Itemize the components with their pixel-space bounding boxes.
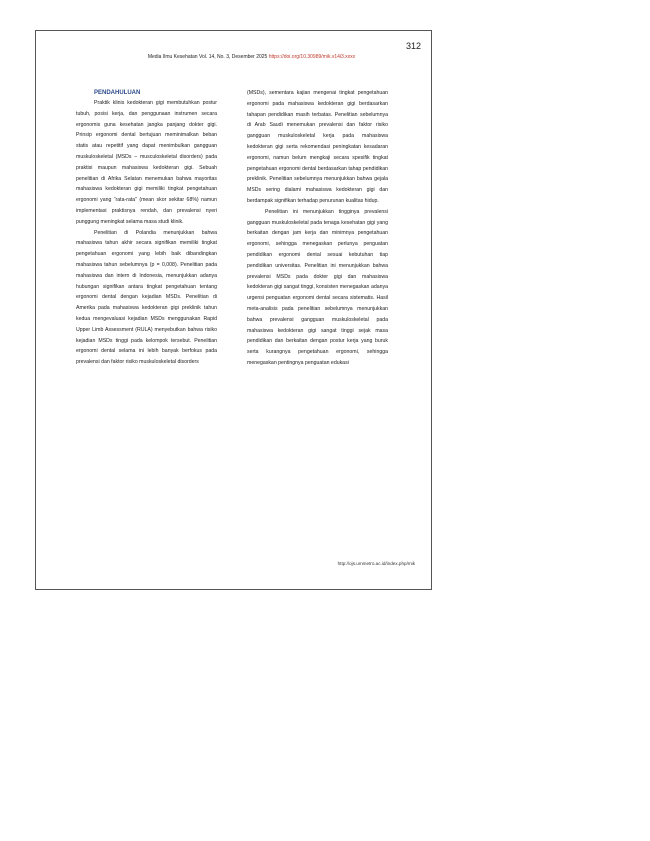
- paragraph: (MSDs), sementara kajian mengenai tingkat pengetahuan ergonomi pada mahasiswa kedokteran gigi berdasarkan tahapan pendidikan masih terbatas. Penelitian sebelumnya di Arab Saudi menemukan prevalensi dan faktor risiko gangguan muskuloskeletal kerja pada mahasiswa kedokteran gigi serta rekomendasi peningkatan kesadaran ergonomi, namun belum mengkaji secara spesifik tingkat pengetahuan ergonomi dental berdasarkan tahap pendidikan preklinik. Penelitian sebelumnya menunjukkan bahwa gejala MSDs sering dialami mahasiswa kedokteran gigi dan berdampak signifikan terhadap penurunan kualitas hidup.: [247, 90, 388, 204]
- paragraph: Penelitian ini menunjukkan tingginya prevalensi gangguan muskuloskeletal pada tenaga kesehatan gigi yang berkaitan dengan jam kerja dan minimnya pengetahuan ergonomi, sehingga menegaskan perlunya penguatan pendidikan ergonomi dental sesuai kebutuhan tiap pendidikan universitas. Penelitian ini menunjukkan bahwa prevalensi MSDs pada dokter gigi dan mahasiswa kedokteran gigi sangat tinggi, konsisten menegaskan adanya urgensi penguatan ergonomi dental secara sistematis. Hasil meta-analisis pada penelitian sebelumnya menunjukkan bahwa prevalensi gangguan muskuloskeletal pada mahasiswa kedokteran gigi sangat tinggi sejak masa pendidikan dan berkaitan dengan postur kerja yang buruk serta kurangnya pengetahuan ergonomi, sehingga menegaskan pentingnya penguatan edukasi: [247, 208, 388, 366]
- document-page: [35, 30, 432, 590]
- footer-url[interactable]: http://ojs.ummetro.ac.id/index.php/mik: [337, 561, 415, 566]
- left-column: [76, 88, 217, 368]
- journal-citation: Media Ilmu Kesehatan Vol. 14, No. 3, Desember 2025: [147, 54, 268, 60]
- page-number: 312: [405, 41, 421, 51]
- doi-link[interactable]: https://doi.org/10.30989/mik.v14i3.xxxx: [268, 54, 356, 60]
- paragraph: Penelitian di Polandia menunjukkan bahwa mahasiswa tahun akhir secara signifikan memiliki tingkat pengetahuan ergonomi yang lebih baik dibandingkan mahasiswa tahun sebelumnya (p = 0,008). Penelitian pada mahasiswa dan intern di Indonesia, menunjukkan adanya hubungan signifikan antara tingkat pengetahuan tentang ergonomi dental dengan kejadian MSDs. Penelitian di Amerika pada mahasiswa kedokteran gigi preklinik tahun kedua mengevaluasi kejadian MSDs menggunakan Rapid Upper Limb Assessment (RULA) menyebutkan bahwa risiko kejadian MSDs tinggi pada kelompok tersebut. Penelitian ergonomi dental selama ini lebih banyak berfokus pada prevalensi dan faktor risiko muskuloskeletal disorders: [76, 229, 217, 366]
- right-column: [247, 88, 388, 369]
- running-header: [88, 54, 415, 60]
- section-title: PENDAHULUAN: [94, 90, 141, 96]
- paragraph: Praktik klinis kedokteran gigi membutuhkan postur tubuh, posisi kerja, dan penggunaan instrumen secara ergonomis guna kesehatan jangka panjang dokter gigi. Prinsip ergonomi dental bertujuan meminimalkan beban statis atau repetitif yang dapat menimbulkan gangguan muskuloskeletal (MSDs – musculoskeletal disorders) pada praktisi maupun mahasiswa kedokteran gigi. Sebuah penelitian di Afrika Selatan menemukan bahwa mayoritas mahasiswa kedokteran gigi memiliki tingkat pengetahuan ergonomi yang “rata-rata” (mean skor sekitar 68%) namun implementasi praktisnya rendah, dan prevalensi nyeri punggung meningkat selama masa studi klinik.: [76, 100, 217, 225]
